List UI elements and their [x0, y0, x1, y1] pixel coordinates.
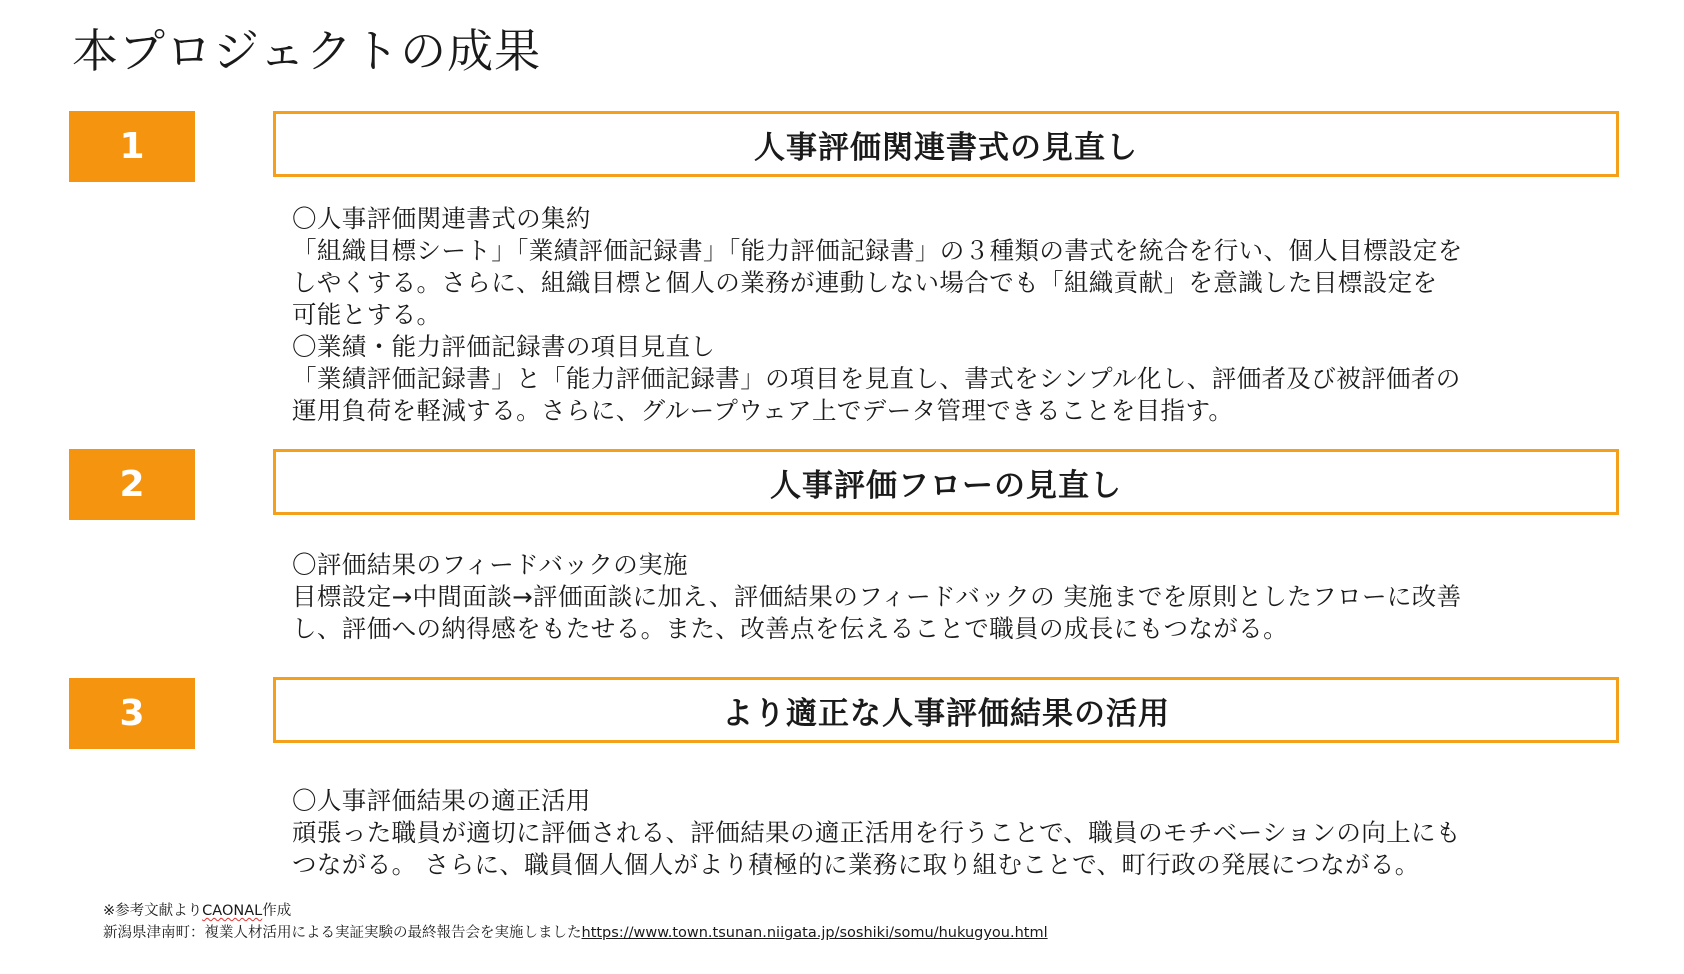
source-citation	[103, 922, 1048, 944]
body-line: 可能とする。	[292, 300, 442, 329]
source-link[interactable]: https://www.town.tsunan.niigata.jp/soshiki/somu/hukugyou.html	[581, 925, 1048, 941]
body-line: 運用負荷を軽減する。さらに、グループウェア上でデータ管理できることを目指す。	[292, 396, 1234, 425]
section-number-badge: 3	[69, 678, 195, 749]
section-body	[292, 785, 1622, 881]
body-line: 〇人事評価関連書式の集約	[292, 204, 591, 233]
reference-note	[103, 900, 1048, 922]
body-line: し、評価への納得感をもたせる。また、改善点を伝えることで職員の成長にもつながる。	[292, 614, 1288, 643]
reference-note-suffix: 作成	[262, 903, 292, 919]
section-heading: 人事評価関連書式の見直し	[273, 111, 1619, 177]
body-line: 〇人事評価結果の適正活用	[292, 786, 591, 815]
section-heading: 人事評価フローの見直し	[273, 449, 1619, 515]
body-line: 〇評価結果のフィードバックの実施	[292, 550, 688, 579]
body-line: 頑張った職員が適切に評価される、評価結果の適正活用を行うことで、職員のモチベーションの向上にも	[292, 818, 1461, 847]
section-number-badge: 1	[69, 111, 195, 182]
body-line: 〇業績・能力評価記録書の項目見直し	[292, 332, 716, 361]
body-line: つながる。 さらに、職員個人個人がより積極的に業務に取り組むことで、町行政の発展につながる。	[292, 850, 1420, 879]
page-title: 本プロジェクトの成果	[72, 24, 542, 78]
section-number-badge: 2	[69, 449, 195, 520]
body-line: 「組織目標シート」「業績評価記録書」「能力評価記録書」の３種類の書式を統合を行い、個人目標設定を	[292, 236, 1463, 265]
reference-note-prefix: ※参考文献より	[103, 903, 203, 919]
reference-note-brand: CAONAL	[202, 903, 263, 919]
source-text: 新潟県津南町：複業人材活用による実証実験の最終報告会を実施しました	[103, 925, 582, 941]
footer-notes	[103, 900, 1048, 944]
section-body	[292, 203, 1622, 427]
body-line: 目標設定→中間面談→評価面談に加え、評価結果のフィードバックの 実施までを原則としたフローに改善	[292, 582, 1462, 611]
body-line: しやくする。さらに、組織目標と個人の業務が連動しない場合でも「組織貢献」を意識した目標設定を	[292, 268, 1438, 297]
section-body	[292, 549, 1622, 645]
section-heading: より適正な人事評価結果の活用	[273, 677, 1619, 743]
body-line: 「業績評価記録書」と「能力評価記録書」の項目を見直し、書式をシンプル化し、評価者及び被評価者の	[292, 364, 1461, 393]
